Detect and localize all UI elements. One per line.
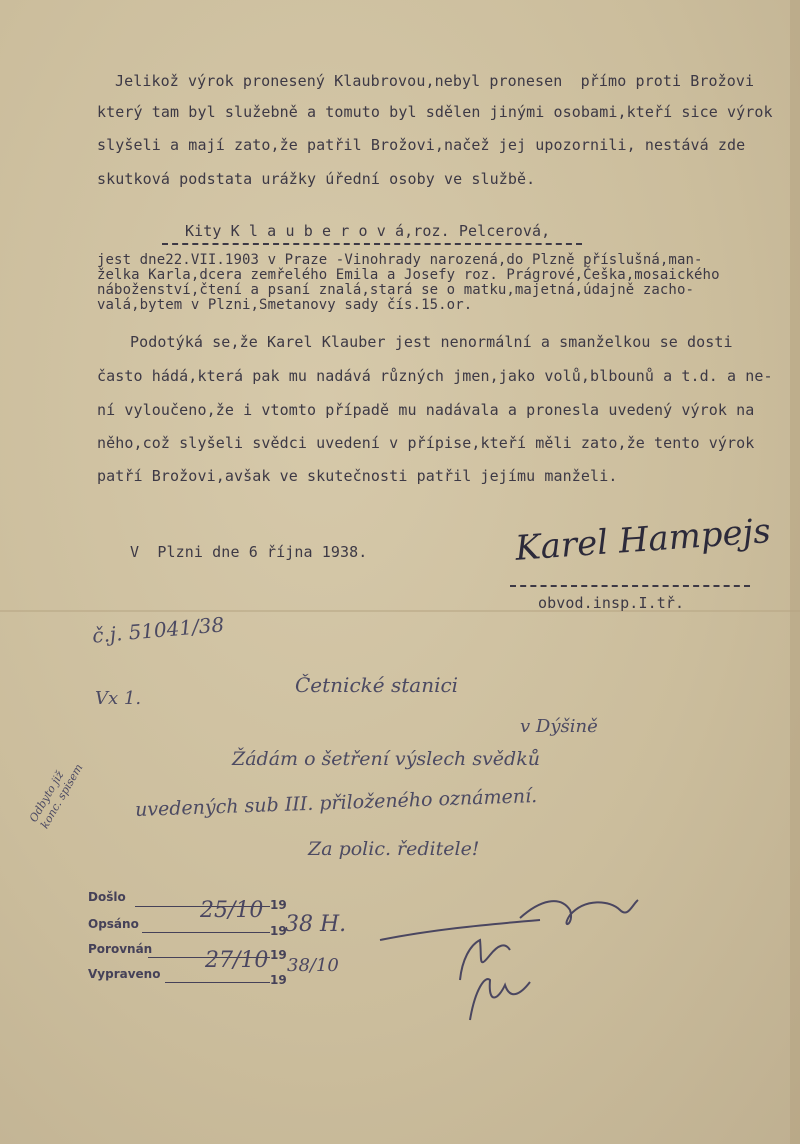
stamp-year: 19: [270, 948, 287, 962]
para2-line: něho,což slyšeli svědci uvedení v přípise,kteří měli zato,že tento výrok: [97, 434, 755, 452]
signature-title: obvod.insp.I.tř.: [538, 594, 685, 612]
stamp-copied-year: 38 H.: [285, 912, 347, 937]
stamp-line: [142, 932, 270, 933]
item-marker: Vx 1.: [95, 688, 142, 709]
stamp-line: [165, 982, 270, 983]
handwritten-line: v Dýšině: [520, 716, 598, 737]
para1-line: Jelikož výrok pronesený Klaubrovou,nebyl pronesen přímo proti Brožovi: [115, 72, 755, 90]
para1-line: který tam byl služebně a tomuto byl sdělen jinými osobami,kteří sice výrok: [97, 103, 773, 121]
stamp-sent-date: 27/10: [205, 948, 269, 973]
para1-line: slyšeli a mají zato,že patřil Brožovi,načež jej upozornili, nestává zde: [97, 136, 746, 154]
person-header: Kity K l a u b e r o v á,roz. Pelcerová,: [185, 222, 551, 240]
handwritten-line: uvedených sub III. přiloženého oznámení.: [134, 784, 538, 822]
stamp-label: Porovnán: [88, 942, 153, 956]
person-line: náboženství,čtení a psaní znalá,stará se o matku,majetná,údajně zacho-: [97, 282, 695, 298]
person-line: jest dne22.VII.1903 v Praze -Vinohrady narozená,do Plzně příslušná,man-: [97, 252, 703, 268]
person-line: valá,bytem v Plzni,Smetanovy sady čís.15.or.: [97, 297, 473, 313]
stamp-label: Vypraveno: [88, 967, 161, 981]
place-date: V Plzni dne 6 října 1938.: [130, 543, 368, 561]
reference-number: č.j. 51041/38: [91, 612, 226, 648]
stamp-year: 19: [270, 924, 287, 938]
para2-line: patří Brožovi,avšak ve skutečnosti patřil jejímu manželi.: [97, 467, 618, 485]
para2-line: Podotýká se,že Karel Klauber jest nenormální a smanželkou se dosti: [130, 333, 733, 351]
person-line: želka Karla,dcera zemřelého Emila a Josefy roz. Prágrové,Češka,mosaického: [97, 267, 720, 283]
handwritten-line: Žádám o šetření výslech svědků: [232, 748, 540, 770]
stamp-year: 19: [270, 898, 287, 912]
initials-scribble: [370, 870, 650, 1030]
para1-line: skutková podstata urážky úřední osoby ve službě.: [97, 170, 536, 188]
header-underline: [162, 243, 582, 245]
stamp-label: Došlo: [88, 890, 126, 904]
margin-note: Odbyto již konc. spisem: [26, 761, 86, 831]
para2-line: často hádá,která pak mu nadává různých jmen,jako volů,blbounů a t.d. a ne-: [97, 367, 773, 385]
stamp-sent-year: 38/10: [287, 955, 339, 976]
stamp-received-date: 25/10: [200, 898, 264, 923]
stamp-year: 19: [270, 973, 287, 987]
paper-edge: [790, 0, 800, 1144]
para2-line: ní vyloučeno,že i vtomto případě mu nadávala a pronesla uvedený výrok na: [97, 401, 755, 419]
stamp-label: Opsáno: [88, 917, 139, 931]
handwritten-line: Četnické stanici: [295, 673, 459, 697]
handwritten-line: Za polic. ředitele!: [308, 838, 480, 860]
signature-underline: [510, 585, 750, 587]
signature: Karel Hampejs: [513, 511, 772, 569]
